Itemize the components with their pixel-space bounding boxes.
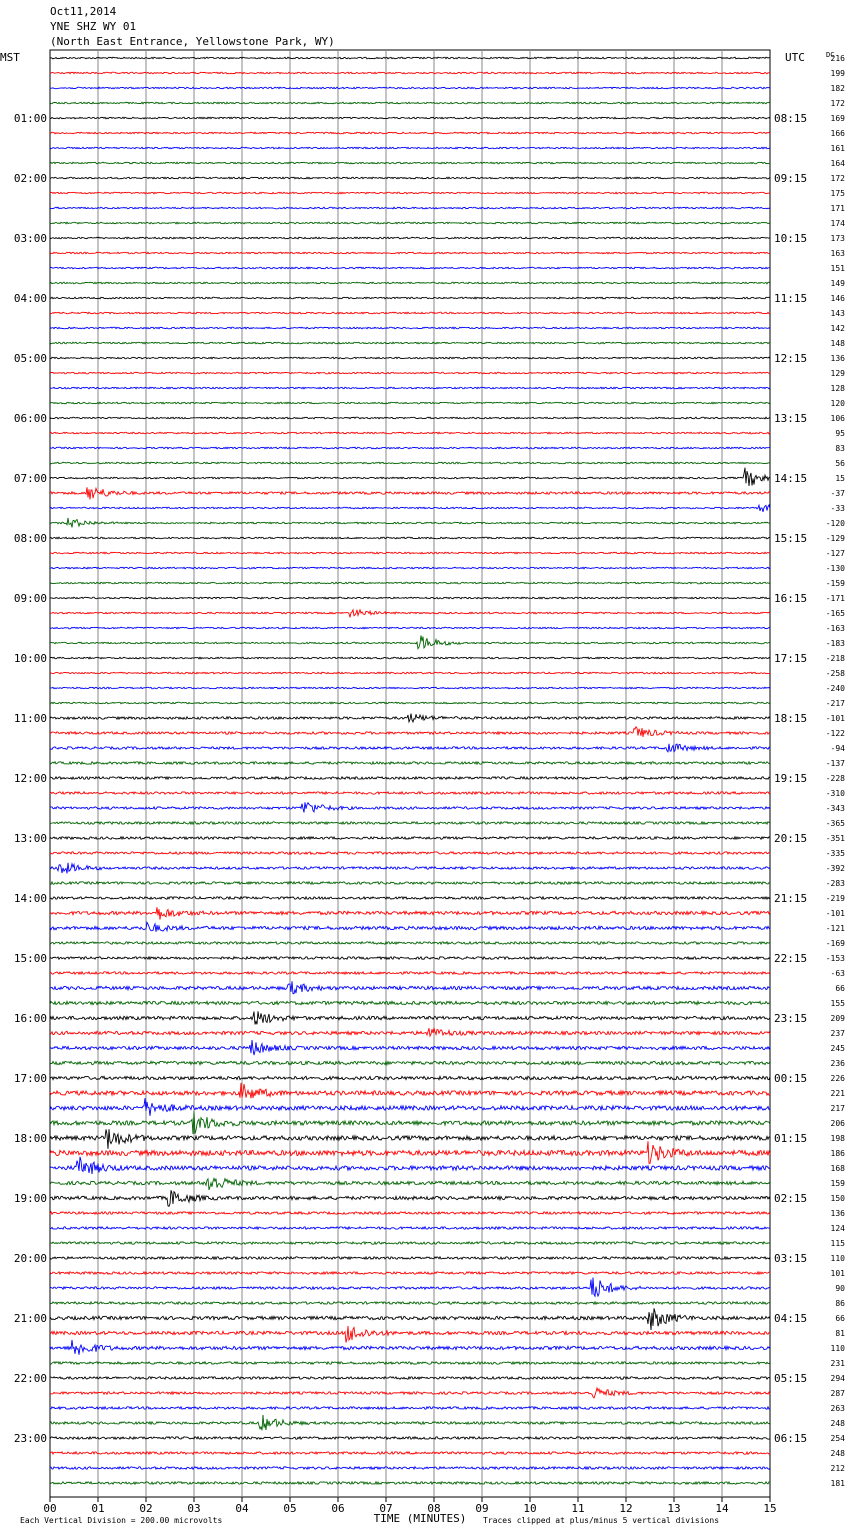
utc-hour-label: 02:15 (774, 1192, 808, 1205)
utc-hour-label: 20:15 (774, 832, 808, 845)
trace-18 (50, 327, 770, 329)
dc-offset-label: -183 (825, 639, 845, 648)
trace-77 (50, 1212, 770, 1214)
trace-59 (50, 942, 770, 944)
trace-76 (50, 1190, 770, 1206)
trace-19 (50, 342, 770, 344)
trace-90 (50, 1407, 770, 1409)
dc-offset-label: -365 (825, 819, 845, 828)
dc-offset-label: 150 (830, 1194, 845, 1203)
dc-offset-label: 212 (830, 1464, 845, 1473)
dc-offset-label: 172 (830, 99, 845, 108)
trace-63 (50, 1001, 770, 1004)
trace-17 (50, 312, 770, 314)
trace-46 (50, 744, 770, 752)
utc-hour-label: 06:15 (774, 1432, 808, 1445)
trace-11 (50, 222, 770, 224)
dc-offset-label: 174 (830, 219, 845, 228)
trace-13 (50, 252, 770, 254)
dc-offset-label: 95 (835, 429, 845, 438)
dc-offset-label: 245 (830, 1044, 845, 1053)
mst-hour-label: 09:00 (13, 592, 47, 605)
x-tick-label: 12 (619, 1502, 633, 1515)
dc-offset-label: -122 (825, 729, 845, 738)
trace-64 (50, 1011, 770, 1024)
dc-offset-label: -127 (825, 549, 845, 558)
trace-70 (50, 1098, 770, 1116)
utc-hour-label: 15:15 (774, 532, 808, 545)
trace-92 (50, 1437, 770, 1439)
trace-89 (50, 1388, 770, 1398)
dc-offset-label: -120 (825, 519, 845, 528)
mst-hour-label: 02:00 (13, 172, 47, 185)
dc-offset-label: 164 (830, 159, 845, 168)
footer-scale-note: Each Vertical Division = 200.00 microvolts (20, 1516, 223, 1525)
trace-16 (50, 297, 770, 299)
trace-6 (50, 147, 770, 149)
mst-hour-label: 15:00 (13, 952, 47, 965)
dc-offset-label: -335 (825, 849, 845, 858)
dc-offset-label: 110 (830, 1344, 845, 1353)
dc-offset-label: 124 (830, 1224, 845, 1233)
trace-93 (50, 1452, 770, 1454)
dc-offset-label: 129 (830, 369, 845, 378)
dc-offset-label: 254 (830, 1434, 845, 1443)
trace-61 (50, 972, 770, 974)
dc-offset-label: 151 (830, 264, 845, 273)
trace-10 (50, 207, 770, 209)
dc-offset-label: 175 (830, 189, 845, 198)
trace-34 (50, 567, 770, 569)
dc-offset-label: -228 (825, 774, 845, 783)
x-tick-label: 04 (235, 1502, 249, 1515)
utc-hour-label: 17:15 (774, 652, 808, 665)
station-label: YNE SHZ WY 01 (50, 20, 137, 33)
dc-offset-label: 248 (830, 1419, 845, 1428)
dc-offset-label: 199 (830, 69, 845, 78)
dc-offset-label: -310 (825, 789, 845, 798)
dc-offset-label: -351 (825, 834, 845, 843)
trace-81 (50, 1272, 770, 1274)
trace-8 (50, 177, 770, 179)
dc-offset-label: 172 (830, 174, 845, 183)
dc-offset-label: -94 (830, 744, 845, 753)
dc-offset-label: 159 (830, 1179, 845, 1188)
dc-offset-label: 181 (830, 1479, 845, 1488)
dc-offset-label: -101 (825, 714, 845, 723)
mst-hour-label: 17:00 (13, 1072, 47, 1085)
trace-1 (50, 72, 770, 74)
trace-40 (50, 657, 770, 659)
trace-27 (50, 462, 770, 464)
trace-85 (50, 1326, 770, 1343)
dc-offset-label: 294 (830, 1374, 845, 1383)
dc-offset-label: -33 (830, 504, 845, 513)
mst-hour-label: 21:00 (13, 1312, 47, 1325)
trace-42 (50, 687, 770, 689)
trace-28 (50, 468, 770, 486)
dc-offset-label: 148 (830, 339, 845, 348)
trace-37 (50, 610, 770, 618)
utc-hour-label: 16:15 (774, 592, 808, 605)
utc-axis-label: UTC (785, 51, 805, 64)
mst-hour-label: 04:00 (13, 292, 47, 305)
trace-0 (50, 57, 770, 59)
trace-60 (50, 957, 770, 959)
mst-hour-label: 05:00 (13, 352, 47, 365)
dc-offset-label: 15 (835, 474, 845, 483)
mst-hour-label: 03:00 (13, 232, 47, 245)
x-tick-label: 13 (667, 1502, 681, 1515)
trace-71 (50, 1111, 770, 1134)
trace-38 (50, 627, 770, 629)
x-tick-label: 11 (571, 1502, 585, 1515)
trace-72 (50, 1129, 770, 1149)
x-tick-label: 09 (475, 1502, 489, 1515)
dc-offset-label: 248 (830, 1449, 845, 1458)
trace-21 (50, 372, 770, 374)
dc-offset-label: -153 (825, 954, 845, 963)
dc-offset-label: 110 (830, 1254, 845, 1263)
dc-offset-label: 173 (830, 234, 845, 243)
dc-offset-label: -283 (825, 879, 845, 888)
dc-offset-label: -171 (825, 594, 845, 603)
dc-offset-label: -163 (825, 624, 845, 633)
dc-offset-label: 155 (830, 999, 845, 1008)
dc-offset-label: 149 (830, 279, 845, 288)
trace-23 (50, 402, 770, 404)
dc-offset-label: -130 (825, 564, 845, 573)
trace-94 (50, 1467, 770, 1469)
dc-offset-label: 136 (830, 1209, 845, 1218)
trace-54 (50, 863, 770, 874)
trace-44 (50, 714, 770, 722)
trace-95 (50, 1482, 770, 1484)
trace-52 (50, 837, 770, 839)
mst-axis-label: MST (0, 51, 20, 64)
utc-hour-label: 03:15 (774, 1252, 808, 1265)
dc-offset-label: 198 (830, 1134, 845, 1143)
x-tick-label: 05 (283, 1502, 297, 1515)
trace-68 (50, 1076, 770, 1079)
dc-offset-label: 236 (830, 1059, 845, 1068)
trace-33 (50, 552, 770, 554)
dc-offset-label: 86 (835, 1299, 845, 1308)
dc-offset-label: 66 (835, 1314, 845, 1323)
trace-49 (50, 792, 770, 794)
trace-55 (50, 882, 770, 884)
trace-25 (50, 432, 770, 434)
dc-offset-label: -217 (825, 699, 845, 708)
trace-50 (50, 802, 770, 812)
trace-62 (50, 981, 770, 993)
mst-hour-label: 10:00 (13, 652, 47, 665)
dc-offset-label: -343 (825, 804, 845, 813)
dc-offset-label: 171 (830, 204, 845, 213)
dc-offset-label: -240 (825, 684, 845, 693)
trace-2 (50, 87, 770, 89)
mst-hour-label: 20:00 (13, 1252, 47, 1265)
dc-offset-label: 217 (830, 1104, 845, 1113)
trace-7 (50, 162, 770, 164)
dc-offset-label: 81 (835, 1329, 845, 1338)
trace-79 (50, 1242, 770, 1244)
utc-hour-label: 00:15 (774, 1072, 808, 1085)
trace-58 (50, 922, 770, 931)
utc-hour-label: 08:15 (774, 112, 808, 125)
trace-45 (50, 727, 770, 737)
trace-12 (50, 237, 770, 239)
trace-69 (50, 1083, 770, 1098)
dc-offset-label: 209 (830, 1014, 845, 1023)
dc-offset-label: -219 (825, 894, 845, 903)
date-label: Oct11,2014 (50, 5, 117, 18)
dc-offset-label: -159 (825, 579, 845, 588)
trace-32 (50, 537, 770, 539)
dc-offset-label: 163 (830, 249, 845, 258)
dc-offset-label: 101 (830, 1269, 845, 1278)
dc-offset-label: -129 (825, 534, 845, 543)
utc-hour-label: 01:15 (774, 1132, 808, 1145)
mst-hour-label: 14:00 (13, 892, 47, 905)
trace-26 (50, 447, 770, 449)
trace-51 (50, 822, 770, 824)
trace-15 (50, 282, 770, 284)
trace-24 (50, 417, 770, 419)
dc-offset-label: -37 (830, 489, 845, 498)
dc-offset-label: 221 (830, 1089, 845, 1098)
dc-offset-label: 66 (835, 984, 845, 993)
trace-36 (50, 597, 770, 599)
dc-offset-label: 56 (835, 459, 845, 468)
dc-offset-label: -137 (825, 759, 845, 768)
dc-offset-label: 263 (830, 1404, 845, 1413)
dc-offset-label: 128 (830, 384, 845, 393)
x-tick-label: 06 (331, 1502, 345, 1515)
location-label: (North East Entrance, Yellowstone Park, WY) (50, 35, 335, 48)
trace-3 (50, 102, 770, 104)
trace-66 (50, 1040, 770, 1055)
trace-78 (50, 1227, 770, 1229)
trace-87 (50, 1362, 770, 1364)
trace-47 (50, 762, 770, 764)
trace-48 (50, 777, 770, 779)
utc-hour-label: 05:15 (774, 1372, 808, 1385)
trace-83 (50, 1302, 770, 1304)
utc-hour-label: 23:15 (774, 1012, 808, 1025)
trace-39 (50, 635, 770, 648)
dc-offset-label: 106 (830, 414, 845, 423)
mst-hour-label: 11:00 (13, 712, 47, 725)
utc-hour-label: 19:15 (774, 772, 808, 785)
dc-offset-label: 146 (830, 294, 845, 303)
mst-hour-label: 12:00 (13, 772, 47, 785)
dc-offset-label: -258 (825, 669, 845, 678)
trace-14 (50, 267, 770, 269)
dc-offset-label: 136 (830, 354, 845, 363)
utc-hour-label: 04:15 (774, 1312, 808, 1325)
mst-hour-label: 01:00 (13, 112, 47, 125)
utc-hour-label: 21:15 (774, 892, 808, 905)
x-tick-label: 00 (43, 1502, 57, 1515)
utc-hour-label: 14:15 (774, 472, 808, 485)
dc-offset-label: 83 (835, 444, 845, 453)
trace-29 (50, 487, 770, 499)
trace-9 (50, 192, 770, 194)
dc-offset-label: -63 (830, 969, 845, 978)
trace-91 (50, 1415, 770, 1430)
mst-hour-label: 08:00 (13, 532, 47, 545)
dc-offset-label: -165 (825, 609, 845, 618)
dc-offset-label: -121 (825, 924, 845, 933)
trace-43 (50, 702, 770, 704)
trace-73 (50, 1141, 770, 1163)
trace-20 (50, 357, 770, 359)
mst-hour-label: 22:00 (13, 1372, 47, 1385)
x-tick-label: 03 (187, 1502, 201, 1515)
dc-offset-label: 120 (830, 399, 845, 408)
dc-offset-label: -169 (825, 939, 845, 948)
x-tick-label: 08 (427, 1502, 441, 1515)
dc-offset-label: 237 (830, 1029, 845, 1038)
trace-67 (50, 1061, 770, 1064)
x-tick-label: 15 (763, 1502, 777, 1515)
dc-offset-label: 206 (830, 1119, 845, 1128)
trace-22 (50, 387, 770, 389)
mst-hour-label: 13:00 (13, 832, 47, 845)
dc-offset-label: 287 (830, 1389, 845, 1398)
utc-hour-label: 11:15 (774, 292, 808, 305)
dc-offset-label: 166 (830, 129, 845, 138)
plot-frame (50, 50, 770, 1497)
utc-hour-label: 10:15 (774, 232, 808, 245)
utc-hour-label: 22:15 (774, 952, 808, 965)
dc-offset-label: 216 (830, 54, 845, 63)
trace-75 (50, 1178, 770, 1190)
x-tick-label: 14 (715, 1502, 729, 1515)
trace-86 (50, 1340, 770, 1355)
mst-hour-label: 23:00 (13, 1432, 47, 1445)
trace-30 (50, 505, 770, 512)
trace-41 (50, 672, 770, 674)
dc-offset-label: 186 (830, 1149, 845, 1158)
trace-84 (50, 1308, 770, 1330)
trace-5 (50, 132, 770, 134)
mst-hour-label: 16:00 (13, 1012, 47, 1025)
dc-offset-label: 182 (830, 84, 845, 93)
mst-hour-label: 06:00 (13, 412, 47, 425)
trace-56 (50, 897, 770, 899)
utc-hour-label: 09:15 (774, 172, 808, 185)
utc-hour-label: 13:15 (774, 412, 808, 425)
trace-57 (50, 907, 770, 919)
trace-80 (50, 1257, 770, 1259)
x-axis-title: TIME (MINUTES) (373, 1512, 467, 1525)
footer-clip-note: Traces clipped at plus/minus 5 vertical divisions (483, 1516, 720, 1525)
dc-offset-label: 90 (835, 1284, 845, 1293)
x-tick-label: 10 (523, 1502, 537, 1515)
trace-82 (50, 1278, 770, 1297)
trace-31 (50, 518, 770, 528)
dc-offset-label: 142 (830, 324, 845, 333)
dc-offset-label: -101 (825, 909, 845, 918)
mst-hour-label: 18:00 (13, 1132, 47, 1145)
trace-4 (50, 117, 770, 119)
trace-74 (50, 1157, 770, 1174)
x-tick-label: 01 (91, 1502, 105, 1515)
utc-hour-label: 18:15 (774, 712, 808, 725)
mst-hour-label: 19:00 (13, 1192, 47, 1205)
dc-offset-label: 169 (830, 114, 845, 123)
trace-88 (50, 1377, 770, 1379)
dc-offset-label: -392 (825, 864, 845, 873)
dc-offset-label: 115 (830, 1239, 845, 1248)
trace-65 (50, 1028, 770, 1036)
dc-offset-label: 231 (830, 1359, 845, 1368)
dc-offset-label: 161 (830, 144, 845, 153)
dc-column-label: DC (826, 51, 835, 59)
trace-35 (50, 582, 770, 584)
dc-offset-label: 226 (830, 1074, 845, 1083)
x-tick-label: 07 (379, 1502, 393, 1515)
utc-hour-label: 12:15 (774, 352, 808, 365)
trace-53 (50, 852, 770, 854)
mst-hour-label: 07:00 (13, 472, 47, 485)
dc-offset-label: 143 (830, 309, 845, 318)
x-tick-label: 02 (139, 1502, 153, 1515)
dc-offset-label: -218 (825, 654, 845, 663)
dc-offset-label: 168 (830, 1164, 845, 1173)
